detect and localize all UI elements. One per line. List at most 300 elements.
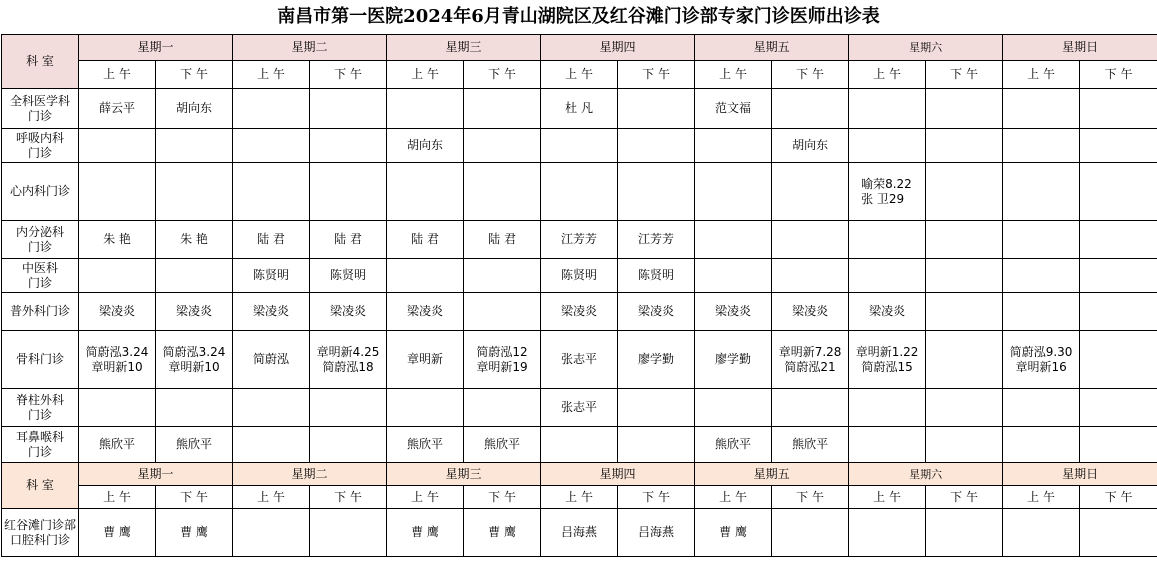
dept-cell <box>2 509 79 557</box>
dept-name-line: 红谷滩门诊部 <box>3 517 76 532</box>
schedule-cell <box>310 89 387 129</box>
doctor-names <box>695 304 771 319</box>
dept-name <box>2 430 78 460</box>
dept-cell <box>2 129 79 163</box>
pm-header: 下 午 <box>772 61 849 89</box>
doctor-names <box>695 525 771 540</box>
schedule-cell <box>1080 389 1157 427</box>
pm-header: 下 午 <box>464 486 541 509</box>
doctor-name: 张志平 <box>561 400 598 414</box>
schedule-cell <box>772 221 849 259</box>
doctor-names <box>310 232 386 247</box>
schedule-cell <box>541 389 618 427</box>
day-header: 星期四 <box>541 463 695 486</box>
schedule-cell <box>387 509 464 557</box>
schedule-cell <box>387 331 464 389</box>
doctor-names <box>156 101 232 116</box>
schedule-cell <box>695 221 772 259</box>
doctor-name: 简蔚泓 <box>253 352 290 366</box>
schedule-cell <box>464 221 541 259</box>
schedule-cell <box>695 509 772 557</box>
doctor-name: 熊欣平 <box>792 437 829 451</box>
doctor-names <box>387 352 463 367</box>
am-header: 上 午 <box>387 486 464 509</box>
doctor-name: 朱 艳 <box>180 232 208 246</box>
doctor-name: 简蔚泓3.24 <box>85 344 149 359</box>
dept-header: 科 室 <box>2 463 79 509</box>
doctor-names <box>464 345 540 375</box>
am-header: 上 午 <box>79 61 156 89</box>
am-header: 上 午 <box>1003 486 1080 509</box>
doctor-names <box>79 101 155 116</box>
schedule-cell <box>849 389 926 427</box>
doctor-names <box>541 304 617 319</box>
schedule-cell <box>1003 221 1080 259</box>
doctor-name: 薛云平 <box>98 101 135 115</box>
doctor-names <box>618 352 694 367</box>
schedule-cell <box>1080 427 1157 463</box>
schedule-cell <box>464 293 541 331</box>
doctor-name: 章明新10 <box>168 359 220 374</box>
schedule-cell <box>1003 509 1080 557</box>
schedule-cell <box>1003 129 1080 163</box>
am-header: 上 午 <box>849 61 926 89</box>
doctor-name: 梁凌炎 <box>407 304 444 318</box>
table-row <box>2 129 1157 163</box>
pm-header: 下 午 <box>310 61 387 89</box>
schedule-cell <box>926 509 1003 557</box>
dept-name-line: 全科医学科 <box>9 93 70 108</box>
day-header: 星期五 <box>695 463 849 486</box>
schedule-cell <box>618 509 695 557</box>
pm-header: 下 午 <box>156 61 233 89</box>
doctor-name: 简蔚泓21 <box>784 359 836 374</box>
doctor-names <box>233 232 309 247</box>
doctor-name: 章明新10 <box>91 359 143 374</box>
day-header: 星期日 <box>1003 463 1157 486</box>
doctor-names <box>79 304 155 319</box>
schedule-cell <box>1080 259 1157 293</box>
doctor-names <box>156 437 232 452</box>
schedule-table <box>1 34 1157 557</box>
dept-name <box>2 131 78 161</box>
dept-name-line: 门诊 <box>27 145 52 160</box>
doctor-names <box>233 268 309 283</box>
doctor-name: 梁凌炎 <box>561 304 598 318</box>
schedule-cell <box>1003 427 1080 463</box>
dept-name <box>2 304 78 319</box>
schedule-cell <box>1003 331 1080 389</box>
schedule-cell <box>695 129 772 163</box>
schedule-cell <box>618 129 695 163</box>
schedule-cell <box>849 221 926 259</box>
doctor-name: 熊欣平 <box>98 437 135 451</box>
schedule-cell <box>464 389 541 427</box>
schedule-cell <box>233 509 310 557</box>
schedule-cell <box>310 509 387 557</box>
dept-cell <box>2 163 79 221</box>
doctor-names <box>156 304 232 319</box>
schedule-cell <box>464 509 541 557</box>
schedule-cell <box>310 427 387 463</box>
schedule-cell <box>156 129 233 163</box>
schedule-cell <box>79 427 156 463</box>
schedule-cell <box>772 427 849 463</box>
doctor-name: 吕海燕 <box>561 525 598 539</box>
schedule-cell <box>772 89 849 129</box>
doctor-names <box>695 352 771 367</box>
doctor-name: 梁凌炎 <box>638 304 675 318</box>
doctor-names <box>541 352 617 367</box>
doctor-names <box>541 400 617 415</box>
schedule-cell <box>233 259 310 293</box>
doctor-names <box>464 437 540 452</box>
schedule-cell <box>849 293 926 331</box>
dept-name-line: 中医科 <box>21 260 58 275</box>
dept-header: 科 室 <box>2 35 79 89</box>
doctor-names <box>464 232 540 247</box>
schedule-cell <box>541 163 618 221</box>
dept-name-line: 门诊 <box>27 108 52 123</box>
pm-header: 下 午 <box>310 486 387 509</box>
dept-name-line: 口腔科门诊 <box>9 532 70 547</box>
schedule-cell <box>1003 163 1080 221</box>
schedule-cell <box>156 427 233 463</box>
schedule-cell <box>618 89 695 129</box>
doctor-name: 简蔚泓15 <box>861 359 913 374</box>
table-row <box>2 163 1157 221</box>
dept-name <box>2 393 78 423</box>
doctor-name: 范文福 <box>715 101 752 115</box>
schedule-cell <box>233 221 310 259</box>
schedule-cell <box>233 389 310 427</box>
schedule-cell <box>387 389 464 427</box>
doctor-name: 熊欣平 <box>484 437 521 451</box>
page-title: 南昌市第一医院2024年6月青山湖院区及红谷滩门诊部专家门诊医师出诊表 <box>277 6 880 27</box>
pm-header: 下 午 <box>772 486 849 509</box>
schedule-cell <box>926 427 1003 463</box>
schedule-cell <box>618 331 695 389</box>
doctor-name: 喻荣8.22 <box>861 176 912 191</box>
doctor-name: 曹 鹰 <box>719 525 747 539</box>
doctor-name: 吕海燕 <box>638 525 675 539</box>
am-header: 上 午 <box>541 486 618 509</box>
day-header: 星期一 <box>79 463 233 486</box>
schedule-cell <box>849 129 926 163</box>
table-row <box>2 331 1157 389</box>
doctor-name: 章明新19 <box>476 359 528 374</box>
table-row <box>2 221 1157 259</box>
schedule-cell <box>849 259 926 293</box>
doctor-names <box>849 304 925 319</box>
schedule-cell <box>541 129 618 163</box>
dept-name-line: 呼吸内科 <box>15 130 64 145</box>
schedule-cell <box>233 163 310 221</box>
schedule-cell <box>926 221 1003 259</box>
doctor-name: 胡向东 <box>407 138 444 152</box>
schedule-cell <box>618 163 695 221</box>
header-ampm-row <box>2 486 1157 509</box>
dept-name-line: 骨科门诊 <box>15 352 64 366</box>
am-header: 上 午 <box>849 486 926 509</box>
doctor-name: 梁凌炎 <box>869 304 906 318</box>
schedule-cell <box>541 509 618 557</box>
doctor-names <box>849 177 925 207</box>
dept-name <box>2 184 78 199</box>
dept-name-line: 门诊 <box>27 407 52 422</box>
schedule-cell <box>464 331 541 389</box>
schedule-cell <box>1080 331 1157 389</box>
schedule-cell <box>772 389 849 427</box>
schedule-cell <box>772 163 849 221</box>
pm-header: 下 午 <box>464 61 541 89</box>
doctor-name: 熊欣平 <box>176 437 213 451</box>
dept-name-line: 心内科门诊 <box>9 184 70 198</box>
doctor-name: 章明新7.28 <box>778 344 842 359</box>
schedule-cell <box>618 293 695 331</box>
schedule-cell <box>926 293 1003 331</box>
doctor-name: 陆 君 <box>257 232 285 246</box>
day-header: 星期一 <box>79 35 233 61</box>
doctor-names <box>541 101 617 116</box>
am-header: 上 午 <box>695 486 772 509</box>
doctor-name: 胡向东 <box>792 138 829 152</box>
schedule-cell <box>926 163 1003 221</box>
dept-cell <box>2 221 79 259</box>
day-header: 星期六 <box>849 463 1003 486</box>
pm-header: 下 午 <box>1080 486 1157 509</box>
doctor-name: 熊欣平 <box>407 437 444 451</box>
doctor-name: 简蔚泓12 <box>476 344 528 359</box>
schedule-cell <box>1003 293 1080 331</box>
doctor-names <box>695 101 771 116</box>
schedule-cell <box>1003 389 1080 427</box>
day-header: 星期二 <box>233 35 387 61</box>
header-days-row <box>2 35 1157 61</box>
schedule-cell <box>926 129 1003 163</box>
schedule-cell <box>849 89 926 129</box>
header-days-row <box>2 463 1157 486</box>
doctor-name: 胡向东 <box>176 101 213 115</box>
doctor-name: 简蔚泓18 <box>322 359 374 374</box>
doctor-names <box>310 268 386 283</box>
table-row <box>2 427 1157 463</box>
doctor-name: 陆 君 <box>488 232 516 246</box>
am-header: 上 午 <box>233 486 310 509</box>
schedule-cell <box>310 163 387 221</box>
doctor-names <box>233 304 309 319</box>
schedule-cell <box>772 259 849 293</box>
doctor-names <box>79 525 155 540</box>
am-header: 上 午 <box>541 61 618 89</box>
dept-cell <box>2 259 79 293</box>
doctor-names <box>387 304 463 319</box>
doctor-name: 章明新1.22 <box>855 344 919 359</box>
schedule-cell <box>310 129 387 163</box>
schedule-cell <box>464 129 541 163</box>
schedule-cell <box>156 259 233 293</box>
doctor-names <box>464 525 540 540</box>
dept-name-line: 内分泌科 <box>15 224 64 239</box>
schedule-cell <box>849 427 926 463</box>
schedule-cell <box>310 221 387 259</box>
schedule-cell <box>156 331 233 389</box>
doctor-name: 简蔚泓3.24 <box>162 344 226 359</box>
schedule-cell <box>926 331 1003 389</box>
doctor-names <box>772 437 848 452</box>
schedule-cell <box>849 163 926 221</box>
doctor-name: 陆 君 <box>334 232 362 246</box>
dept-name <box>2 261 78 291</box>
dept-name-line: 门诊 <box>27 239 52 254</box>
schedule-cell <box>310 293 387 331</box>
schedule-cell <box>464 89 541 129</box>
schedule-cell <box>156 389 233 427</box>
schedule-cell <box>541 427 618 463</box>
doctor-names <box>618 525 694 540</box>
doctor-names <box>1003 345 1079 375</box>
day-header: 星期六 <box>849 35 1003 61</box>
schedule-cell <box>233 331 310 389</box>
dept-cell <box>2 293 79 331</box>
table-row <box>2 293 1157 331</box>
doctor-name: 梁凌炎 <box>176 304 213 318</box>
doctor-names <box>772 345 848 375</box>
dept-name <box>2 352 78 367</box>
doctor-name: 梁凌炎 <box>715 304 752 318</box>
schedule-cell <box>79 331 156 389</box>
doctor-name: 廖学勤 <box>715 352 752 366</box>
day-header: 星期五 <box>695 35 849 61</box>
schedule-cell <box>1080 89 1157 129</box>
table-row <box>2 389 1157 427</box>
schedule-cell <box>310 331 387 389</box>
schedule-cell <box>387 221 464 259</box>
schedule-cell <box>695 331 772 389</box>
schedule-cell <box>156 293 233 331</box>
schedule-cell <box>1080 293 1157 331</box>
schedule-cell <box>1080 221 1157 259</box>
doctor-names <box>387 525 463 540</box>
dept-name-line: 耳鼻喉科 <box>15 429 64 444</box>
dept-name <box>2 518 78 548</box>
doctor-names <box>310 345 386 375</box>
doctor-name: 陈贤明 <box>561 268 598 282</box>
schedule-cell <box>541 89 618 129</box>
day-header: 星期二 <box>233 463 387 486</box>
doctor-name: 章明新 <box>407 352 444 366</box>
schedule-cell <box>387 129 464 163</box>
schedule-cell <box>695 427 772 463</box>
doctor-name: 江芳芳 <box>561 232 598 246</box>
schedule-cell <box>618 259 695 293</box>
doctor-names <box>618 304 694 319</box>
schedule-cell <box>618 389 695 427</box>
schedule-cell <box>541 259 618 293</box>
schedule-cell <box>772 129 849 163</box>
dept-cell <box>2 427 79 463</box>
doctor-name: 章明新16 <box>1015 359 1067 374</box>
schedule-cell <box>233 293 310 331</box>
doctor-name: 梁凌炎 <box>253 304 290 318</box>
am-header: 上 午 <box>1003 61 1080 89</box>
doctor-name: 廖学勤 <box>638 352 675 366</box>
schedule-cell <box>695 389 772 427</box>
am-header: 上 午 <box>695 61 772 89</box>
pm-header: 下 午 <box>618 486 695 509</box>
schedule-cell <box>464 427 541 463</box>
doctor-names <box>79 345 155 375</box>
doctor-name: 曹 鹰 <box>488 525 516 539</box>
schedule-cell <box>1003 89 1080 129</box>
doctor-names <box>849 345 925 375</box>
doctor-names <box>310 304 386 319</box>
doctor-name: 简蔚泓9.30 <box>1009 344 1073 359</box>
doctor-names <box>387 138 463 153</box>
schedule-cell <box>233 89 310 129</box>
schedule-cell <box>926 389 1003 427</box>
doctor-names <box>772 304 848 319</box>
table-row <box>2 259 1157 293</box>
schedule-cell <box>387 163 464 221</box>
pm-header: 下 午 <box>1080 61 1157 89</box>
dept-name-line: 门诊 <box>27 444 52 459</box>
schedule-cell <box>772 331 849 389</box>
schedule-cell <box>310 259 387 293</box>
doctor-names <box>79 437 155 452</box>
day-header: 星期三 <box>387 463 541 486</box>
schedule-cell <box>79 509 156 557</box>
schedule-cell <box>849 509 926 557</box>
am-header: 上 午 <box>79 486 156 509</box>
schedule-cell <box>695 293 772 331</box>
schedule-cell <box>695 163 772 221</box>
doctor-name: 江芳芳 <box>638 232 675 246</box>
schedule-cell <box>849 331 926 389</box>
doctor-names <box>156 345 232 375</box>
doctor-name: 曹 鹰 <box>180 525 208 539</box>
doctor-name: 梁凌炎 <box>792 304 829 318</box>
dept-name-line: 脊柱外科 <box>15 392 64 407</box>
doctor-name: 陈贤明 <box>253 268 290 282</box>
day-header: 星期四 <box>541 35 695 61</box>
schedule-cell <box>772 509 849 557</box>
doctor-names <box>618 268 694 283</box>
dept-name <box>2 94 78 124</box>
doctor-name: 梁凌炎 <box>330 304 367 318</box>
schedule-cell <box>695 89 772 129</box>
schedule-cell <box>79 293 156 331</box>
table-row <box>2 509 1157 557</box>
schedule-cell <box>1080 163 1157 221</box>
doctor-names <box>156 232 232 247</box>
doctor-names <box>618 232 694 247</box>
schedule-cell <box>310 389 387 427</box>
schedule-cell <box>772 293 849 331</box>
dept-cell <box>2 331 79 389</box>
day-header: 星期三 <box>387 35 541 61</box>
dept-name-line: 普外科门诊 <box>9 304 70 318</box>
schedule-cell <box>79 129 156 163</box>
doctor-name: 熊欣平 <box>715 437 752 451</box>
dept-name <box>2 225 78 255</box>
pm-header: 下 午 <box>926 486 1003 509</box>
schedule-cell <box>79 163 156 221</box>
doctor-name: 梁凌炎 <box>98 304 135 318</box>
am-header: 上 午 <box>387 61 464 89</box>
pm-header: 下 午 <box>618 61 695 89</box>
doctor-name: 陈贤明 <box>638 268 675 282</box>
